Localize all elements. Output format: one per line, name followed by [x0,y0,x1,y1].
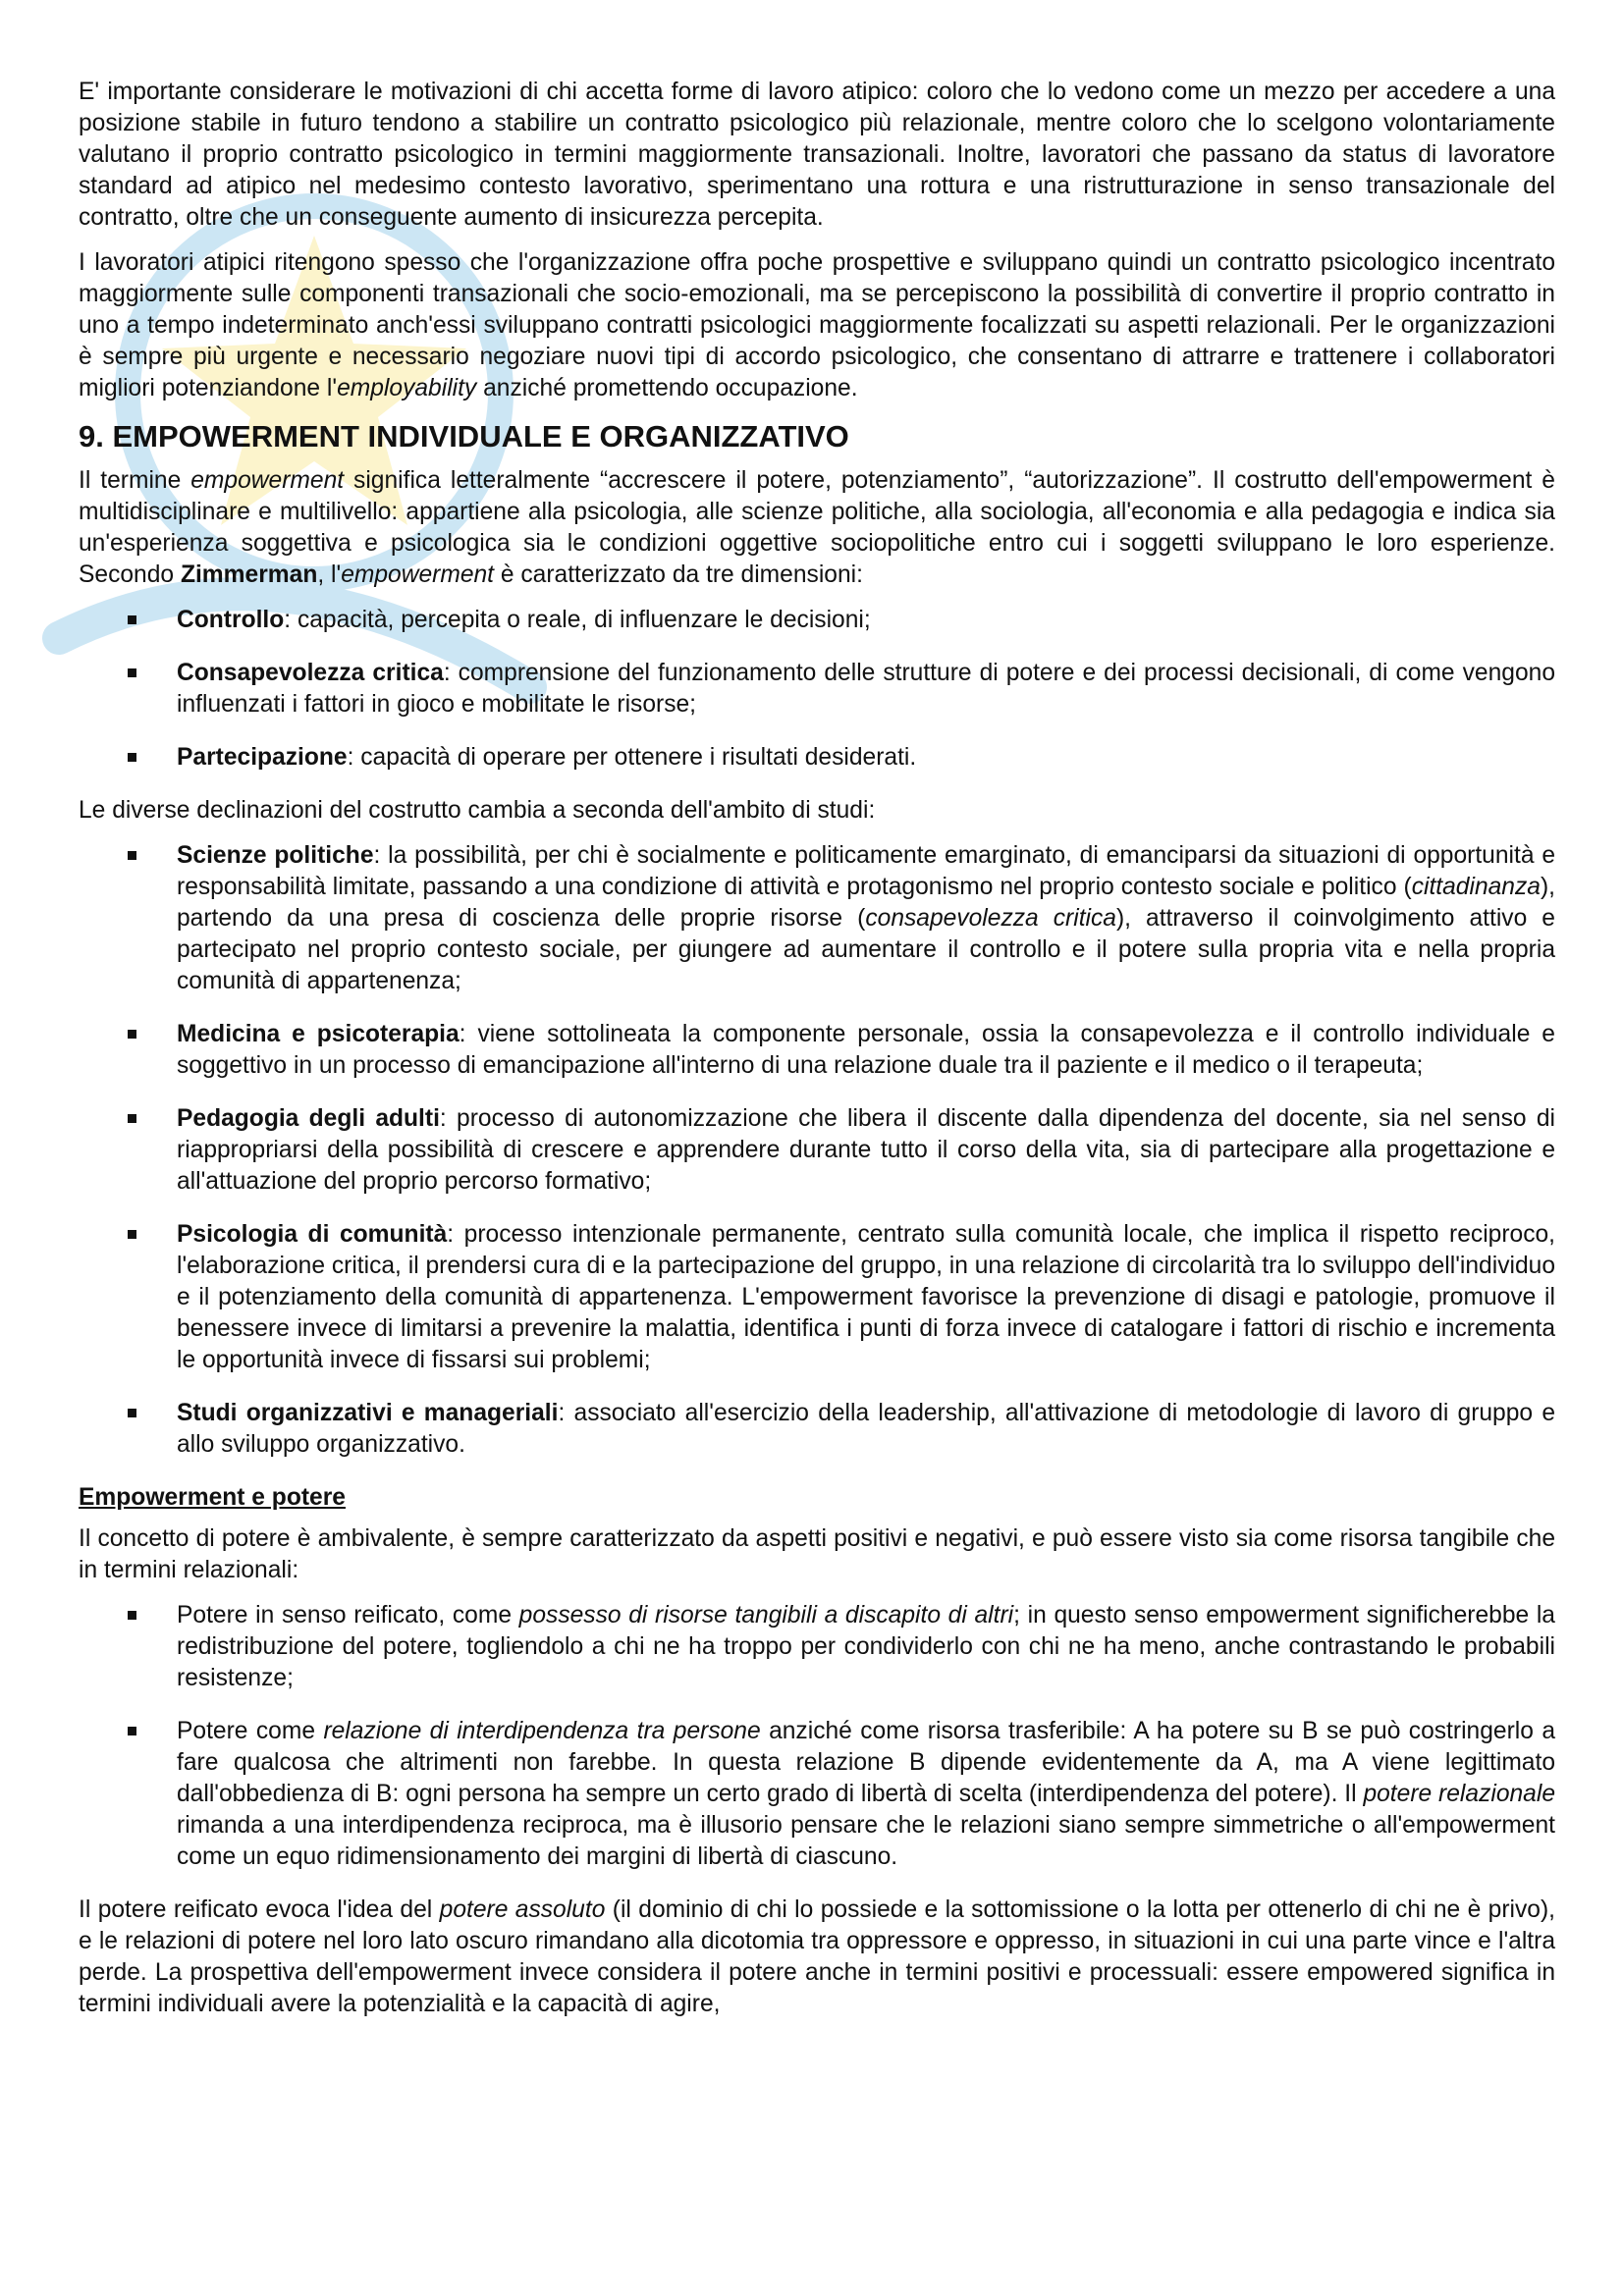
list-item [79,1398,1555,1461]
emphasis: empowerment [190,467,345,494]
subheading-empowerment-potere: Empowerment e potere [79,1484,346,1511]
paragraph-declinazioni: Le diverse declinazioni del costrutto cambia a seconda dell'ambito di studi: [79,797,876,824]
text-run: : associato all'esercizio della leadership, all'attivazione di metodologie di lavoro di gruppo e allo sviluppo organizzativo. [177,1400,1555,1458]
text-run: : viene sottolineata la componente personale, ossia la consapevolezza e il controllo individuale e soggettivo in un processo di emancipazione all'interno di una relazione duale tra il paziente e il medico o il terapeuta; [177,1021,1555,1079]
text-run: ), partendo da una presa di coscienza delle proprie risorse ( [177,874,1555,932]
text-run: Potere in senso reificato, come [177,1602,519,1629]
list-item [79,742,1555,774]
bold-term: Consapevolezza critica [177,660,444,686]
section-heading: 9. EMPOWERMENT INDIVIDUALE E ORGANIZZATIVO [79,419,849,454]
text-run: ; in questo senso empowerment significherebbe la redistribuzione del potere, togliendolo a chi ne ha troppo per condividerlo con chi ne ha meno, anche contrastando le probabili resistenze; [177,1602,1555,1691]
text-run: I lavoratori atipici ritengono spesso che l'organizzazione offra poche prospettive e sviluppano quindi un contratto psicologico incentrato maggiormente sulle componenti transazionali che socio-emozionali, ma se percepiscono la possibilità di convertire il proprio contratto in uno a tempo indeterminato anch'essi sviluppano contratti psicologici maggiormente focalizzati su aspetti relazionali. Per le organizzazioni è sempre più urgente e necessario negoziare nuovi tipi di accordo psicologico, che consentano di attrarre e trattenere i collaboratori migliori potenziandone l' [79,249,1555,401]
list-item [79,1219,1555,1376]
fields-list [79,840,1555,1461]
square-bullet-icon [128,1230,136,1239]
square-bullet-icon [128,1611,136,1620]
list-item [79,1019,1555,1082]
square-bullet-icon [128,1030,136,1039]
text-run: Il termine [79,467,191,494]
paragraph-empowerment-intro [79,465,1555,591]
emphasis: potere relazionale [1363,1781,1556,1807]
text-run: : processo intenzionale permanente, centrato sulla comunità locale, che implica il rispetto reciproco, l'elaborazione critica, il prendersi cura di e la partecipazione del gruppo, in una relazione di circolarità tra lo sviluppo dell'individuo e il potenziamento della comunità di appartenenza. L'empowerment favorisce la prevenzione di disagi e patologie, promuove il benessere invece di limitarsi a prevenire la malattia, identifica i punti di forza invece di catalogare i fattori di rischio e incrementa le opportunità invece di fissarsi sui problemi; [177,1221,1556,1373]
text-run: Il potere reificato evoca l'idea del [79,1896,440,1923]
bold-term: Studi organizzativi e manageriali [177,1400,559,1426]
paragraph-atypical-workers [79,247,1555,404]
list-item [79,605,1555,636]
text-run: Potere come [177,1718,324,1744]
bold-term: Controllo [177,607,285,633]
emphasis: consapevolezza critica [865,905,1116,932]
text-run: : capacità, percepita o reale, di influenzare le decisioni; [284,607,871,633]
emphasis: empowerment [341,561,495,588]
square-bullet-icon [128,1114,136,1123]
text-run: rimanda a una interdipendenza reciproca, ma è illusorio pensare che le relazioni siano sempre simmetriche o all'empowerment come un equo ridimensionamento dei margini di libertà di ciascuno. [177,1812,1555,1870]
list-item [79,1716,1555,1873]
dimensions-list [79,605,1555,774]
text-run: significa letteralmente “accrescere il potere, potenziamento”, “autorizzazione”. Il costrutto dell'empowerment è multidisciplinare e multilivello: appartiene alla psicologia, alle scienze politiche, alla sociologia, all'economia e alla pedagogia e indica sia un'esperienza soggettiva e psicologica sia le condizioni oggettive sociopolitiche entro cui i soggetti sviluppano le loro esperienze. Secondo [79,467,1555,588]
emphasis: employability [337,375,477,401]
potere-list [79,1600,1555,1873]
emphasis: cittadinanza [1411,874,1541,900]
bold-term: Partecipazione [177,744,348,771]
text-run: : la possibilità, per chi è socialmente e politicamente emarginato, di emanciparsi da situazioni di opportunità e responsabilità limitate, passando a una condizione di attività e protagonismo nel proprio contesto sociale e politico ( [177,842,1555,900]
text-run: : capacità di operare per ottenere i risultati desiderati. [347,744,917,771]
text-run: : comprensione del funzionamento delle strutture di potere e dei processi decisionali, di come vengono influenzati i fattori in gioco e mobilitate le risorse; [177,660,1555,718]
list-item [79,1600,1555,1694]
bold-term: Scienze politiche [177,842,374,869]
square-bullet-icon [128,753,136,762]
text-run: ), attraverso il coinvolgimento attivo e partecipato nel proprio contesto sociale, per giungere ad aumentare il controllo e il potere sulla propria vita e nella propria comunità di appartenenza; [177,905,1555,994]
list-item [79,1103,1555,1198]
text-run: anziché promettendo occupazione. [476,375,858,401]
square-bullet-icon [128,851,136,860]
list-item [79,658,1555,721]
bold-term: Zimmerman [180,561,318,588]
bold-term: Pedagogia degli adulti [177,1105,440,1132]
square-bullet-icon [128,1409,136,1417]
emphasis: relazione di interdipendenza tra persone [323,1718,761,1744]
square-bullet-icon [128,668,136,677]
emphasis: possesso di risorse tangibili a discapito di altri [518,1602,1014,1629]
document-page [79,77,1555,2034]
list-item [79,840,1555,997]
text-run: : processo di autonomizzazione che libera il discente dalla dipendenza del docente, sia nel senso di riappropriarsi della possibilità di crescere e apprendere durante tutto il corso della vita, sia di partecipare alla progettazione e all'attuazione del proprio percorso formativo; [177,1105,1555,1195]
square-bullet-icon [128,1727,136,1735]
text-run: è caratterizzato da tre dimensioni: [494,561,863,588]
text-run: (il dominio di chi lo possiede e la sottomissione o la lotta per ottenerlo di chi ne è privo), e le relazioni di potere nel loro lato oscuro rimandano alla dicotomia tra oppressore e oppresso, in situazioni in cui una parte vince e l'altra perde. La prospettiva dell'empowerment invece considera il potere anche in termini positivi e processuali: essere empowered significa in termini individuali avere la potenzialità e la capacità di agire, [79,1896,1555,2017]
text-run: anziché come risorsa trasferibile: A ha potere su B se può costringerlo a fare qualcosa che altrimenti non farebbe. In questa relazione B dipende evidentemente da A, ma A viene legittimato dall'obbedienza di B: ogni persona ha sempre un certo grado di libertà di scelta (interdipendenza del potere). Il [177,1718,1556,1807]
paragraph-atypical-motivations: E' importante considerare le motivazioni di chi accetta forme di lavoro atipico: coloro che lo vedono come un mezzo per accedere a una posizione stabile in futuro tendono a stabilire un contratto psicologico più relazionale, mentre coloro che lo scelgono volontariamente valutano il proprio contratto psicologico in termini maggiormente transazionali. Inoltre, lavoratori che passano da status di lavoratore standard ad atipico nel medesimo contesto lavorativo, sperimentano una rottura e una ristrutturazione in senso transazionale del contratto, oltre che un conseguente aumento di insicurezza percepita. [79,79,1555,231]
paragraph-potere-reificato [79,1895,1555,2020]
text-run: , l' [317,561,342,588]
paragraph-potere-intro: Il concetto di potere è ambivalente, è sempre caratterizzato da aspetti positivi e negativi, e può essere visto sia come risorsa tangibile che in termini relazionali: [79,1525,1555,1583]
bold-term: Medicina e psicoterapia [177,1021,460,1047]
emphasis: potere assoluto [439,1896,606,1923]
bold-term: Psicologia di comunità [177,1221,448,1248]
square-bullet-icon [128,615,136,624]
